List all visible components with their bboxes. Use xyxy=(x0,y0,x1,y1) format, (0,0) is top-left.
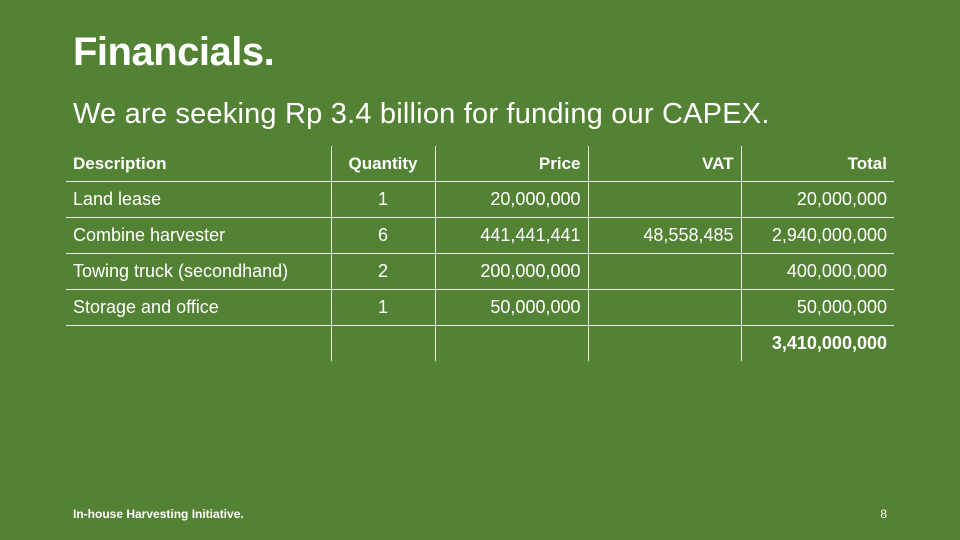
cell-description: Towing truck (secondhand) xyxy=(66,254,331,290)
cell-price: 20,000,000 xyxy=(435,182,588,218)
empty-cell xyxy=(588,326,741,362)
header-quantity: Quantity xyxy=(331,146,435,182)
cell-quantity: 2 xyxy=(331,254,435,290)
empty-cell xyxy=(66,326,331,362)
capex-table xyxy=(66,146,894,361)
cell-price: 50,000,000 xyxy=(435,290,588,326)
table-row xyxy=(66,254,894,290)
header-vat: VAT xyxy=(588,146,741,182)
cell-total: 2,940,000,000 xyxy=(741,218,894,254)
cell-vat: 48,558,485 xyxy=(588,218,741,254)
cell-quantity: 1 xyxy=(331,290,435,326)
cell-total: 400,000,000 xyxy=(741,254,894,290)
cell-vat xyxy=(588,290,741,326)
cell-total: 50,000,000 xyxy=(741,290,894,326)
cell-quantity: 1 xyxy=(331,182,435,218)
header-price: Price xyxy=(435,146,588,182)
cell-description: Storage and office xyxy=(66,290,331,326)
cell-price: 441,441,441 xyxy=(435,218,588,254)
cell-vat xyxy=(588,182,741,218)
cell-total: 20,000,000 xyxy=(741,182,894,218)
table-row xyxy=(66,218,894,254)
header-total: Total xyxy=(741,146,894,182)
grand-total: 3,410,000,000 xyxy=(741,326,894,362)
cell-vat xyxy=(588,254,741,290)
empty-cell xyxy=(331,326,435,362)
cell-price: 200,000,000 xyxy=(435,254,588,290)
table-row xyxy=(66,290,894,326)
slide-title: Financials. xyxy=(73,30,275,74)
cell-quantity: 6 xyxy=(331,218,435,254)
header-description: Description xyxy=(66,146,331,182)
slide-subtitle: We are seeking Rp 3.4 billion for funding our CAPEX. xyxy=(73,98,770,130)
table-total-row xyxy=(66,326,894,362)
table-row xyxy=(66,182,894,218)
cell-description: Land lease xyxy=(66,182,331,218)
empty-cell xyxy=(435,326,588,362)
footer-label: In-house Harvesting Initiative. xyxy=(73,507,244,521)
table-header-row xyxy=(66,146,894,182)
cell-description: Combine harvester xyxy=(66,218,331,254)
page-number: 8 xyxy=(880,507,887,521)
